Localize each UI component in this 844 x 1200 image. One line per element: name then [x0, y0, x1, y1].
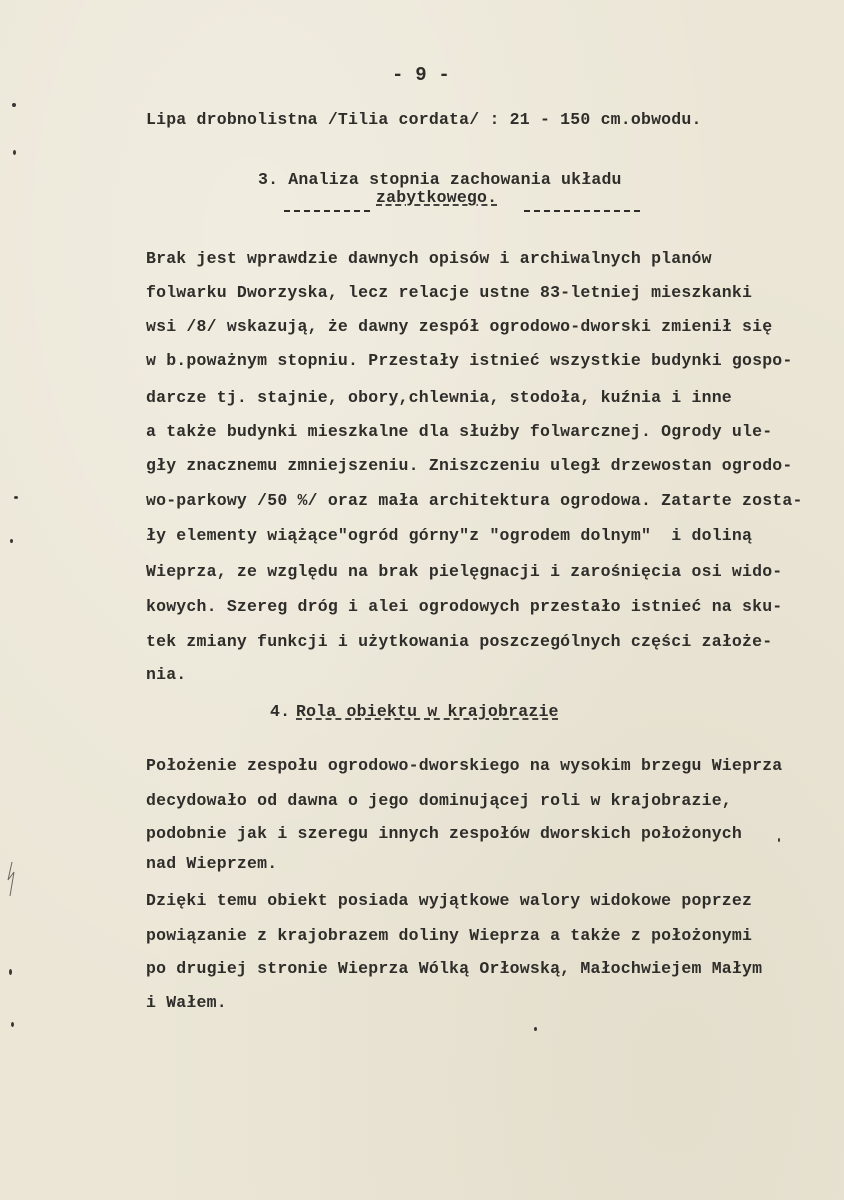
section3-line: darcze tj. stajnie, obory,chlewnia, stodoła, kuźnia i inne	[146, 388, 732, 407]
section3-line: Brak jest wprawdzie dawnych opisów i archiwalnych planów	[146, 249, 712, 268]
section4-line: nad Wieprzem.	[146, 854, 278, 873]
section3-line: folwarku Dworzyska, lecz relacje ustne 83-letniej mieszkanki	[146, 283, 753, 302]
top-line: Lipa drobnolistna /Tilia cordata/ : 21 - 150 cm.obwodu.	[146, 110, 702, 129]
paper-speck	[11, 1022, 14, 1027]
section3-line: a także budynki mieszkalne dla służby folwarcznej. Ogrody ule-	[146, 422, 773, 441]
paper-speck	[14, 496, 18, 499]
paper-speck	[12, 103, 16, 107]
section4-title-text: Rola obiektu w krajobrazie	[296, 702, 559, 721]
paper-speck	[778, 838, 780, 842]
section3-title-line1: 3. Analiza stopnia zachowania układu	[258, 170, 622, 189]
section3-title-dash-left	[284, 210, 370, 212]
section3-line: w b.poważnym stopniu. Przestały istnieć wszystkie budynki gospo-	[146, 351, 793, 370]
paper-speck	[13, 150, 16, 155]
section3-line: nia.	[146, 665, 187, 684]
section4-line: powiązanie z krajobrazem doliny Wieprza a także z położonymi	[146, 926, 753, 945]
paper-speck	[9, 969, 12, 975]
section4-line: Dzięki temu obiekt posiada wyjątkowe walory widokowe poprzez	[146, 891, 753, 910]
section4-line: po drugiej stronie Wieprza Wólką Orłowską, Małochwiejem Małym	[146, 959, 763, 978]
section3-line: gły znacznemu zmniejszeniu. Zniszczeniu uległ drzewostan ogrodo-	[146, 456, 793, 475]
section4-line: podobnie jak i szeregu innych zespołów dworskich położonych	[146, 824, 742, 843]
page-number: - 9 -	[392, 64, 451, 86]
paper-speck	[10, 539, 13, 543]
section4-title-number: 4.	[270, 702, 291, 721]
section4-line: Położenie zespołu ogrodowo-dworskiego na wysokim brzegu Wieprza	[146, 756, 783, 775]
margin-scratch-mark	[2, 860, 22, 900]
section4-line: decydowało od dawna o jego dominującej roli w krajobrazie,	[146, 791, 732, 810]
section3-line: wsi /8/ wskazują, że dawny zespół ogrodowo-dworski zmienił się	[146, 317, 773, 336]
section3-line: Wieprza, ze względu na brak pielęgnacji i zarośnięcia osi wido-	[146, 562, 783, 581]
section3-title-line2: zabytkowego.	[376, 188, 498, 207]
section4-line: i Wałem.	[146, 993, 227, 1012]
section3-line: tek zmiany funkcji i użytkowania poszczególnych części założe-	[146, 632, 773, 651]
paper-speck	[534, 1027, 537, 1031]
section3-line: wo-parkowy /50 %/ oraz mała architektura ogrodowa. Zatarte zosta-	[146, 491, 803, 510]
section3-line: ły elementy wiążące"ogród górny"z "ogrodem dolnym" i doliną	[146, 526, 753, 545]
section3-line: kowych. Szereg dróg i alei ogrodowych przestało istnieć na sku-	[146, 597, 783, 616]
section3-title-dash-right	[524, 210, 640, 212]
